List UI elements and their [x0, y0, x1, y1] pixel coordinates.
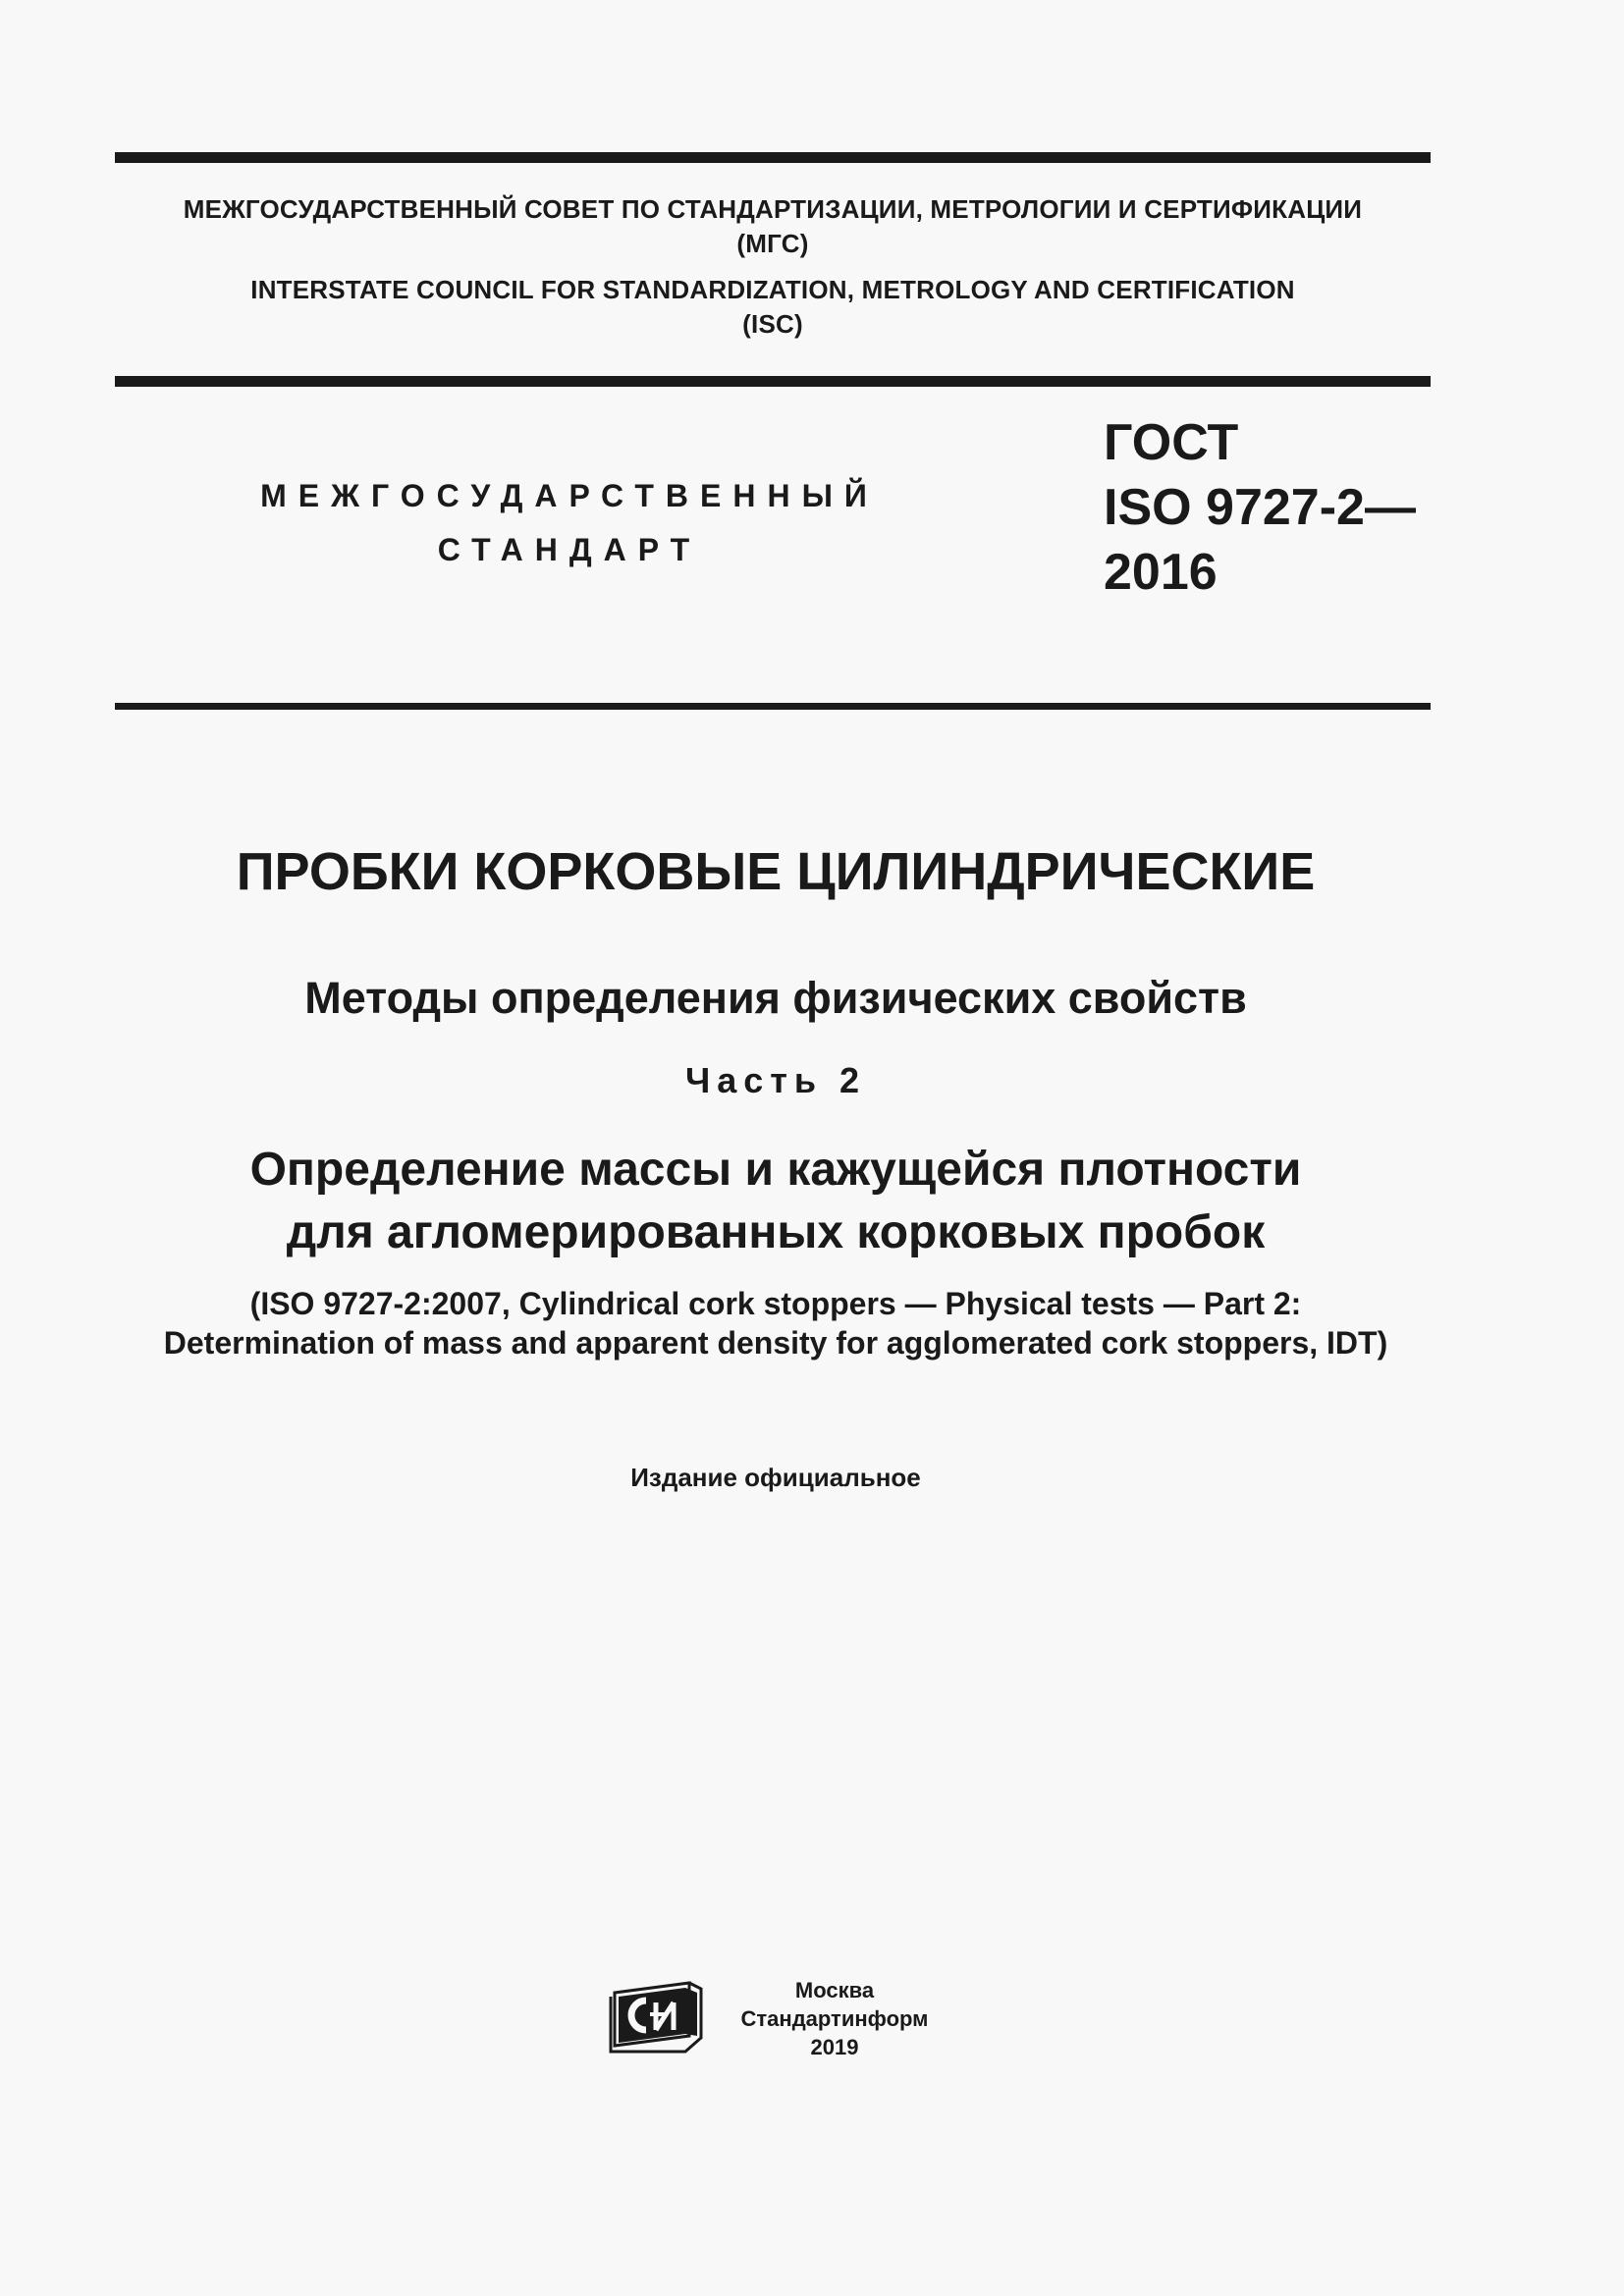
standard-designation [1104, 410, 1416, 605]
document-title: ПРОБКИ КОРКОВЫЕ ЦИЛИНДРИЧЕСКИЕ [236, 842, 1316, 901]
designation-prefix: ГОСТ [1104, 414, 1239, 471]
document-subtitle: Методы определения физических свойств [304, 973, 1247, 1023]
council-name-en: INTERSTATE COUNCIL FOR STANDARDIZATION, METROLOGY AND CERTIFICATION [250, 275, 1295, 304]
council-abbr-en: (ISC) [742, 309, 803, 339]
standard-type-line1: МЕЖГОСУДАРСТВЕННЫЙ [260, 478, 879, 513]
publisher-block [722, 1976, 947, 2061]
lower-divider [115, 703, 1431, 710]
council-name-ru: МЕЖГОСУДАРСТВЕННЫЙ СОВЕТ ПО СТАНДАРТИЗАЦИИ, МЕТРОЛОГИИ И СЕРТИФИКАЦИИ [183, 194, 1363, 224]
part-title-line2: для агломерированных корковых пробок [286, 1206, 1266, 1258]
edition-note: Издание официальное [630, 1463, 921, 1492]
publisher-year: 2019 [810, 2035, 859, 2059]
council-abbr-ru: (МГС) [736, 229, 809, 258]
part-title-line1: Определение массы и кажущейся плотности [249, 1144, 1302, 1196]
standard-type-line2: СТАНДАРТ [437, 532, 702, 567]
iso-reference-line1: (ISO 9727-2:2007, Cylindrical cork stoppers — Physical tests — Part 2: [249, 1286, 1302, 1321]
designation-year: 2016 [1104, 544, 1218, 601]
designation-number: ISO 9727-2— [1104, 479, 1416, 536]
part-title [0, 1139, 1551, 1264]
iso-reference [0, 1284, 1551, 1362]
middle-divider [115, 376, 1431, 387]
top-divider [115, 152, 1431, 163]
publisher-name: Стандартинформ [740, 2006, 929, 2031]
publisher-city: Москва [794, 1978, 875, 2002]
iso-reference-line2: Determination of mass and apparent density for agglomerated cork stoppers, IDT) [163, 1325, 1388, 1361]
council-header [115, 192, 1431, 342]
standard-type [255, 469, 884, 577]
part-number: Часть 2 [684, 1060, 867, 1100]
standartinform-logo-icon [609, 1979, 705, 2054]
